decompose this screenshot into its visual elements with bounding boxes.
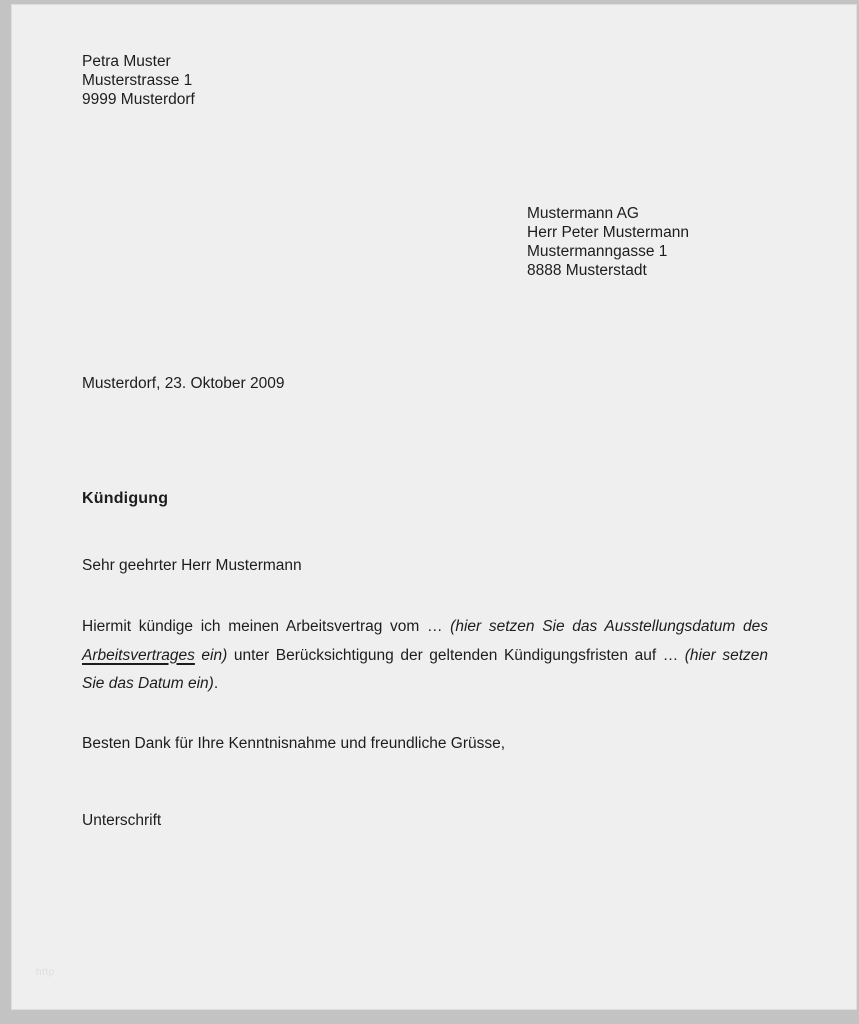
- recipient-city: 8888 Musterstadt: [527, 262, 647, 279]
- recipient-street: Mustermanngasse 1: [527, 243, 668, 260]
- date-line: Musterdorf, 23. Oktober 2009: [82, 375, 285, 392]
- body-paragraph: [82, 613, 768, 699]
- sender-street: Musterstrasse 1: [82, 72, 193, 89]
- salutation: Sehr geehrter Herr Mustermann: [82, 557, 302, 574]
- sender-name: Petra Muster: [82, 53, 171, 70]
- body-segment-period: .: [213, 675, 219, 692]
- sender-city: 9999 Musterdorf: [82, 91, 195, 108]
- body-segment-placeholder-italic: (hier setzen Sie das Ausstellungsdatum des: [450, 618, 768, 635]
- body-segment-placeholder-close: ein): [194, 646, 228, 664]
- signature-label: Unterschrift: [82, 812, 162, 829]
- recipient-name: Herr Peter Mustermann: [527, 224, 689, 241]
- watermark-text: http: [36, 967, 55, 978]
- body-segment-regular-2: unter Berücksichtigung der geltenden Kündigungsfristen auf …: [227, 646, 685, 664]
- letter-page: [11, 4, 857, 1010]
- subject-line: Kündigung: [82, 490, 169, 507]
- body-segment-placeholder-italic-2: (hier setzen Sie das Datum ein): [82, 646, 769, 692]
- closing-line: Besten Dank für Ihre Kenntnisnahme und freundliche Grüsse,: [82, 735, 506, 752]
- body-segment-regular: Hiermit kündige ich meinen Arbeitsvertrag vom …: [82, 618, 451, 635]
- recipient-address-block: [527, 204, 689, 280]
- recipient-company: Mustermann AG: [527, 205, 639, 222]
- body-segment-underlined-term: Arbeitsvertrages: [82, 646, 195, 664]
- sender-address-block: [82, 52, 195, 109]
